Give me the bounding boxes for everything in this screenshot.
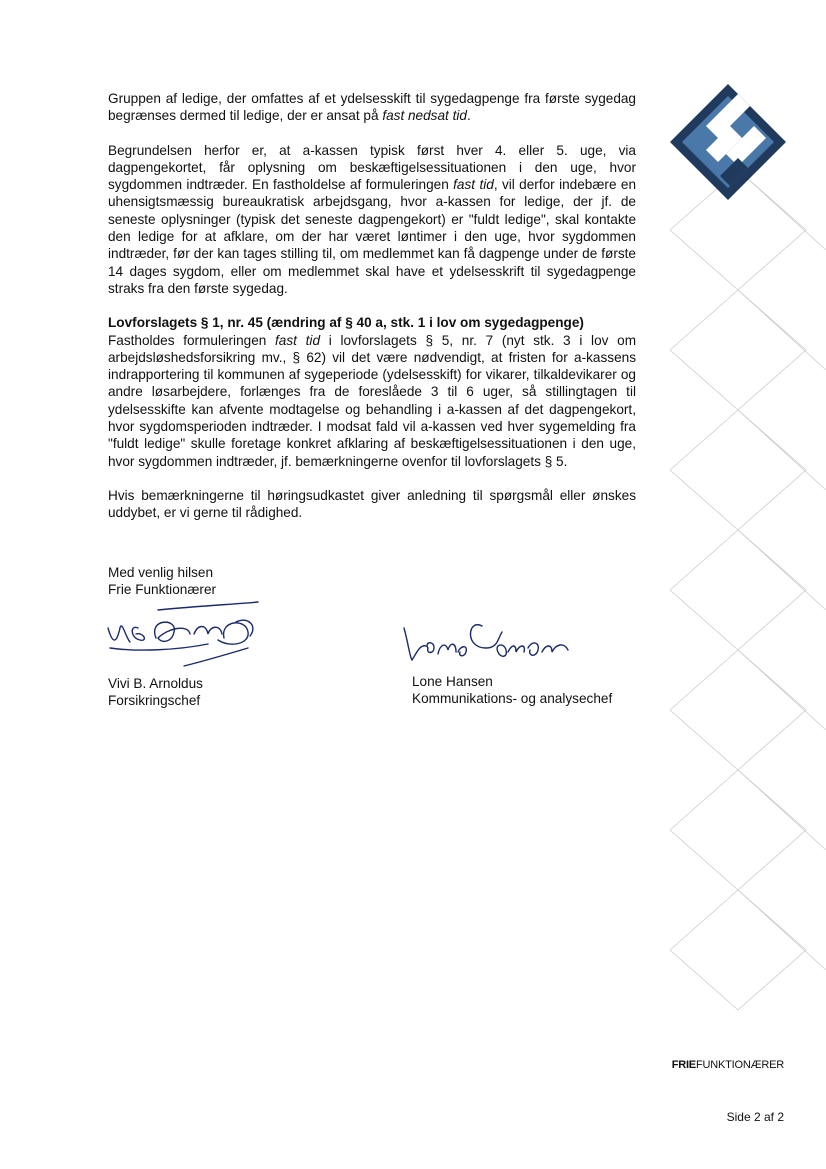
paragraph-text: , vil derfor indebære en uhensigtsmæssig bureaukratisk arbejdsgang, hvor a-kassen for ledige, der jf. de seneste oplysninger (typisk det seneste dagpengekort) er "fuldt ledige", skal kontakte den ledige for at afklare, om der har været løntimer i den uge, hvor sygdommen indtræder, før der kan tages stilling til, om medlemmet kan få dagpenge under de første 14 dages sygdom, eller om medlemmet skal have et ydelsesskrift til sygedagpenge straks fra den første sygedag. xyxy=(108,177,637,296)
decorative-line-pattern xyxy=(650,170,826,1050)
signatory-1-name: Vivi B. Arnoldus xyxy=(108,676,203,691)
paragraph-text: Fastholdes formuleringen xyxy=(108,332,276,348)
body-paragraph xyxy=(108,90,636,125)
signatory-1-title: Forsikringschef xyxy=(108,693,201,709)
footer-brand xyxy=(672,1059,784,1071)
signature-vivi-arnoldus xyxy=(98,598,268,670)
frie-funktionaerer-logo xyxy=(668,82,788,202)
closing-organization: Frie Funktionærer xyxy=(108,582,217,598)
page-number: Side 2 af 2 xyxy=(726,1110,784,1124)
signatory-2-name: Lone Hansen xyxy=(412,674,493,689)
body-paragraph xyxy=(108,142,636,298)
signatory-2-title: Kommunikations- og analysechef xyxy=(412,691,613,707)
signatory-1 xyxy=(108,675,203,710)
letter-body xyxy=(108,90,636,539)
emphasized-text: fast tid xyxy=(275,332,321,348)
closing-block xyxy=(108,564,216,599)
emphasized-text: fast nedsat tid xyxy=(382,108,467,124)
body-paragraph xyxy=(108,487,636,522)
paragraph-text: Hvis bemærkningerne til høringsudkastet giver anledning til spørgsmål eller ønskes uddybet, er vi gerne til rådighed. xyxy=(108,487,636,521)
paragraph-text: . xyxy=(466,108,471,124)
signatory-2 xyxy=(412,673,612,708)
paragraph-text: Gruppen af ledige, der omfattes af et ydelsesskift til sygedagpenge fra første sygedag begrænses dermed til ledige, der er ansat på xyxy=(108,91,636,124)
signature-lone-hansen xyxy=(398,608,576,668)
closing-greeting: Med venlig hilsen xyxy=(108,565,214,580)
footer-brand-rest: FUNKTIONÆRER xyxy=(695,1059,784,1071)
footer-brand-bold: FRIE xyxy=(671,1059,696,1071)
emphasized-text: fast tid xyxy=(453,177,494,193)
body-paragraph xyxy=(108,314,636,470)
section-heading: Lovforslagets § 1, nr. 45 (ændring af § 40 a, stk. 1 i lov om sygedagpenge) xyxy=(108,315,584,331)
paragraph-text: i lovforslagets § 5, nr. 7 (nyt stk. 3 i lov om arbejdsløshedsforsikring mv., § 62) vil det være nødvendigt, at fristen for a-kassens indrapportering til kommunen af sygeperiode (ydelsesskift) for vikarer, tilkaldevikarer og andre løsarbejdere, forlænges fra de foreslåede 3 til 6 uger, så stillingtagen til ydelsesskifte kan afvente modtagelse og behandling i a-kassen af det dagpengekort, hvor sygdomsperioden indtræder. I modsat fald vil a-kassen ved hver sygemelding fra "fuldt ledige" skulle foretage konkret afklaring af beskæftigelsessituationen i den uge, hvor sygdommen indtræder, jf. bemærkningerne ovenfor til lovforslagets § 5. xyxy=(108,332,637,469)
paragraph-text: Begrundelsen herfor er, at a-kassen typisk først hver 4. eller 5. uge, via dagpengekortet, får oplysning om beskæftigelsessituationen i den uge, hvor sygdommen indtræder. En fastholdelse af formuleringen xyxy=(108,142,636,193)
